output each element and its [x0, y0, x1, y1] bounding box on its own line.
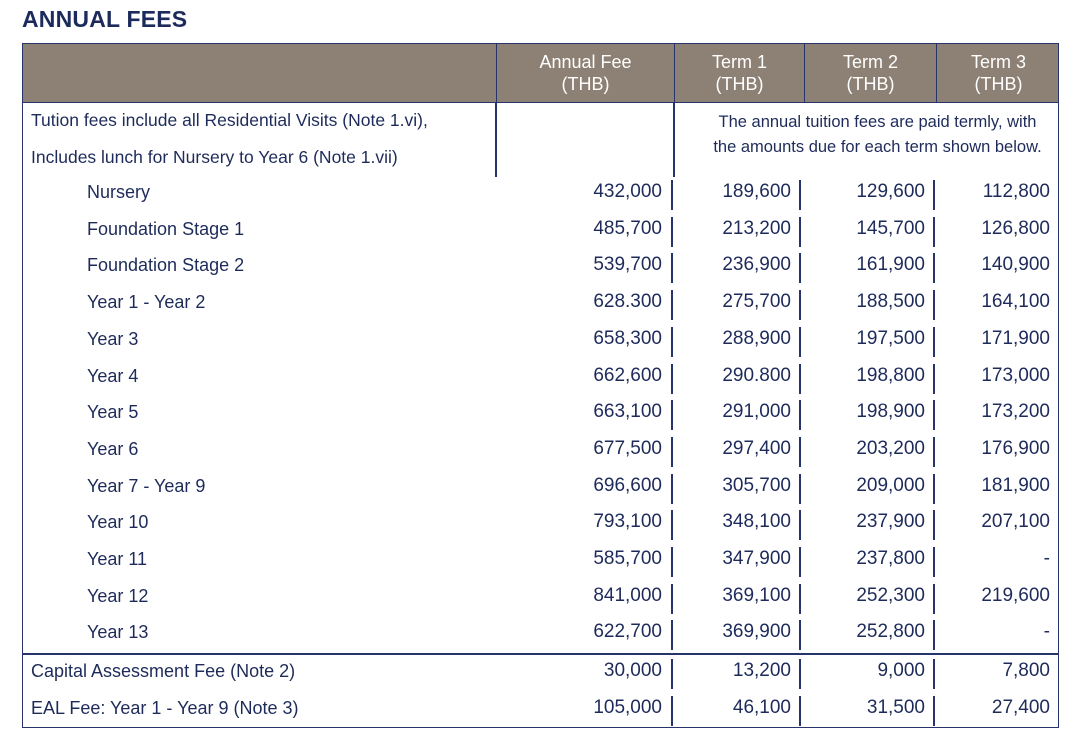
header-annual-fee-line1: Annual Fee [539, 52, 632, 72]
cell-t3: 173,200 [981, 401, 1050, 423]
cell-divider [671, 437, 673, 467]
cell-divider [933, 400, 935, 430]
cell-t3: 207,100 [981, 511, 1050, 533]
cell-t2: 198,900 [856, 401, 925, 423]
cell-divider [933, 696, 935, 726]
cell-t2: 161,900 [856, 254, 925, 276]
cell-t1: 213,200 [722, 217, 791, 239]
row-label: Year 5 [87, 402, 139, 423]
cell-t2: 252,300 [856, 584, 925, 606]
row-label: Year 4 [87, 365, 139, 386]
cell-t1: 348,100 [722, 511, 791, 533]
section-divider [23, 653, 1058, 655]
divider-annual-term1-notes [673, 102, 675, 177]
cell-t2: 129,600 [856, 181, 925, 202]
header-term-2 [804, 44, 936, 102]
cell-t3: 126,800 [981, 217, 1050, 239]
cell-divider [933, 364, 935, 394]
cell-annual: 841,000 [593, 584, 662, 606]
cell-annual: 30,000 [603, 660, 662, 681]
row-label: Year 13 [87, 622, 149, 643]
cell-divider [799, 180, 801, 210]
row-label: Year 1 - Year 2 [87, 292, 206, 313]
cell-annual: 662,600 [593, 364, 662, 386]
header-term-3 [936, 44, 1060, 102]
cell-divider [671, 696, 673, 726]
cell-divider [933, 474, 935, 504]
cell-t1: 297,400 [722, 437, 791, 459]
cell-t2: 209,000 [856, 474, 925, 496]
cell-t1: 290.800 [722, 364, 791, 386]
cell-t2: 31,500 [866, 696, 925, 718]
header-term-2-line2: (THB) [846, 74, 895, 94]
cell-t2: 203,200 [856, 437, 925, 459]
cell-t3: 164,100 [981, 291, 1050, 313]
header-annual-fee [496, 44, 674, 102]
row-label: Year 12 [87, 585, 149, 606]
cell-annual: 485,700 [593, 217, 662, 239]
note-termly-line2: the amounts due for each term shown below. [713, 138, 1042, 156]
note-termly-line1: The annual tuition fees are paid termly, with [718, 113, 1037, 131]
cell-divider [799, 400, 801, 430]
cell-annual: 696,600 [593, 474, 662, 496]
cell-divider [933, 659, 935, 689]
cell-divider [671, 180, 673, 210]
row-label: Year 7 - Year 9 [87, 475, 206, 496]
cell-t3: 7,800 [1002, 660, 1050, 681]
cell-t1: 347,900 [722, 548, 791, 569]
cell-divider [933, 327, 935, 357]
cell-divider [799, 696, 801, 726]
fees-table [22, 43, 1059, 728]
cell-t2: 198,800 [856, 364, 925, 386]
cell-divider [933, 547, 935, 577]
cell-annual: 658,300 [593, 327, 662, 349]
cell-divider [799, 327, 801, 357]
cell-divider [671, 290, 673, 320]
cell-t1: 13,200 [732, 660, 791, 681]
cell-divider [671, 253, 673, 283]
cell-t3: 219,600 [981, 584, 1050, 606]
header-term-1-line2: (THB) [715, 74, 764, 94]
header-term-3-line2: (THB) [974, 74, 1023, 94]
cell-divider [799, 510, 801, 540]
cell-divider [671, 474, 673, 504]
row-label: Foundation Stage 2 [87, 255, 245, 276]
cell-divider [671, 327, 673, 357]
cell-t1: 291,000 [722, 401, 791, 423]
cell-annual: 677,500 [593, 437, 662, 459]
cell-divider [933, 620, 935, 650]
row-label: Year 3 [87, 328, 139, 349]
cell-t2: 9,000 [877, 660, 925, 681]
cell-annual: 105,000 [593, 696, 662, 718]
cell-annual: 663,100 [593, 401, 662, 423]
cell-annual: 793,100 [593, 511, 662, 533]
cell-divider [671, 400, 673, 430]
cell-t3: 176,900 [981, 437, 1050, 459]
cell-t2: 237,900 [856, 511, 925, 533]
header-term-3-line1: Term 3 [970, 52, 1026, 72]
header-annual-fee-line2: (THB) [561, 74, 610, 94]
header-term-2-line1: Term 2 [842, 52, 898, 72]
cell-t1: 236,900 [722, 254, 791, 276]
cell-t3: 173,000 [981, 364, 1050, 386]
cell-annual: 539,700 [593, 254, 662, 276]
header-term-1-line1: Term 1 [711, 52, 767, 72]
row-label: EAL Fee: Year 1 - Year 9 (Note 3) [31, 697, 299, 718]
cell-annual: 432,000 [593, 181, 662, 202]
table-header [23, 44, 1058, 103]
row-label: Capital Assessment Fee (Note 2) [31, 661, 296, 681]
cell-annual: 628.300 [593, 291, 662, 313]
cell-divider [671, 510, 673, 540]
cell-divider [671, 364, 673, 394]
row-label: Year 11 [87, 549, 148, 569]
cell-t2: 237,800 [856, 548, 925, 569]
cell-t3: 171,900 [981, 327, 1050, 349]
row-label: Year 10 [87, 512, 149, 533]
cell-divider [933, 217, 935, 247]
row-label: Foundation Stage 1 [87, 218, 245, 239]
cell-divider [799, 437, 801, 467]
header-label-column [23, 44, 496, 102]
cell-divider [799, 290, 801, 320]
cell-divider [799, 364, 801, 394]
cell-t1: 369,100 [722, 584, 791, 606]
cell-divider [799, 659, 801, 689]
cell-divider [671, 659, 673, 689]
row-label: Year 6 [87, 438, 139, 459]
cell-divider [799, 547, 801, 577]
cell-divider [799, 253, 801, 283]
cell-t3: 140,900 [981, 254, 1050, 276]
page-title: ANNUAL FEES [22, 6, 188, 32]
header-term-1 [674, 44, 804, 102]
cell-annual: 622,700 [593, 621, 662, 643]
cell-t2: 188,500 [856, 291, 925, 313]
cell-divider [671, 217, 673, 247]
row-label: Nursery [87, 182, 151, 202]
cell-divider [933, 180, 935, 210]
cell-annual: 585,700 [593, 548, 662, 569]
cell-divider [799, 474, 801, 504]
cell-divider [799, 620, 801, 650]
cell-t3: 112,800 [982, 181, 1050, 202]
cell-t1: 189,600 [722, 181, 791, 202]
cell-t2: 252,800 [856, 621, 925, 643]
cell-t1: 46,100 [732, 696, 791, 718]
cell-t3: 27,400 [991, 696, 1050, 718]
cell-t3: 181,900 [981, 474, 1050, 496]
cell-t2: 145,700 [856, 217, 925, 239]
cell-t1: 369,900 [722, 621, 791, 643]
cell-divider [671, 584, 673, 614]
cell-t1: 288,900 [722, 327, 791, 349]
note-lunch: Includes lunch for Nursery to Year 6 (Note 1.vii) [31, 147, 398, 167]
cell-divider [799, 217, 801, 247]
cell-divider [933, 510, 935, 540]
cell-divider [671, 620, 673, 650]
cell-divider [799, 584, 801, 614]
note-residential-visits: Tution fees include all Residential Visits (Note 1.vi), [31, 110, 428, 130]
cell-divider [933, 437, 935, 467]
cell-divider [933, 290, 935, 320]
cell-t3: - [1043, 621, 1050, 643]
cell-t1: 275,700 [722, 291, 791, 313]
cell-t1: 305,700 [722, 474, 791, 496]
cell-t2: 197,500 [856, 327, 925, 349]
note-termly-payment [695, 110, 1060, 160]
divider-label-annual-notes [495, 102, 497, 177]
cell-t3: - [1043, 548, 1050, 569]
cell-divider [933, 584, 935, 614]
cell-divider [933, 253, 935, 283]
cell-divider [671, 547, 673, 577]
